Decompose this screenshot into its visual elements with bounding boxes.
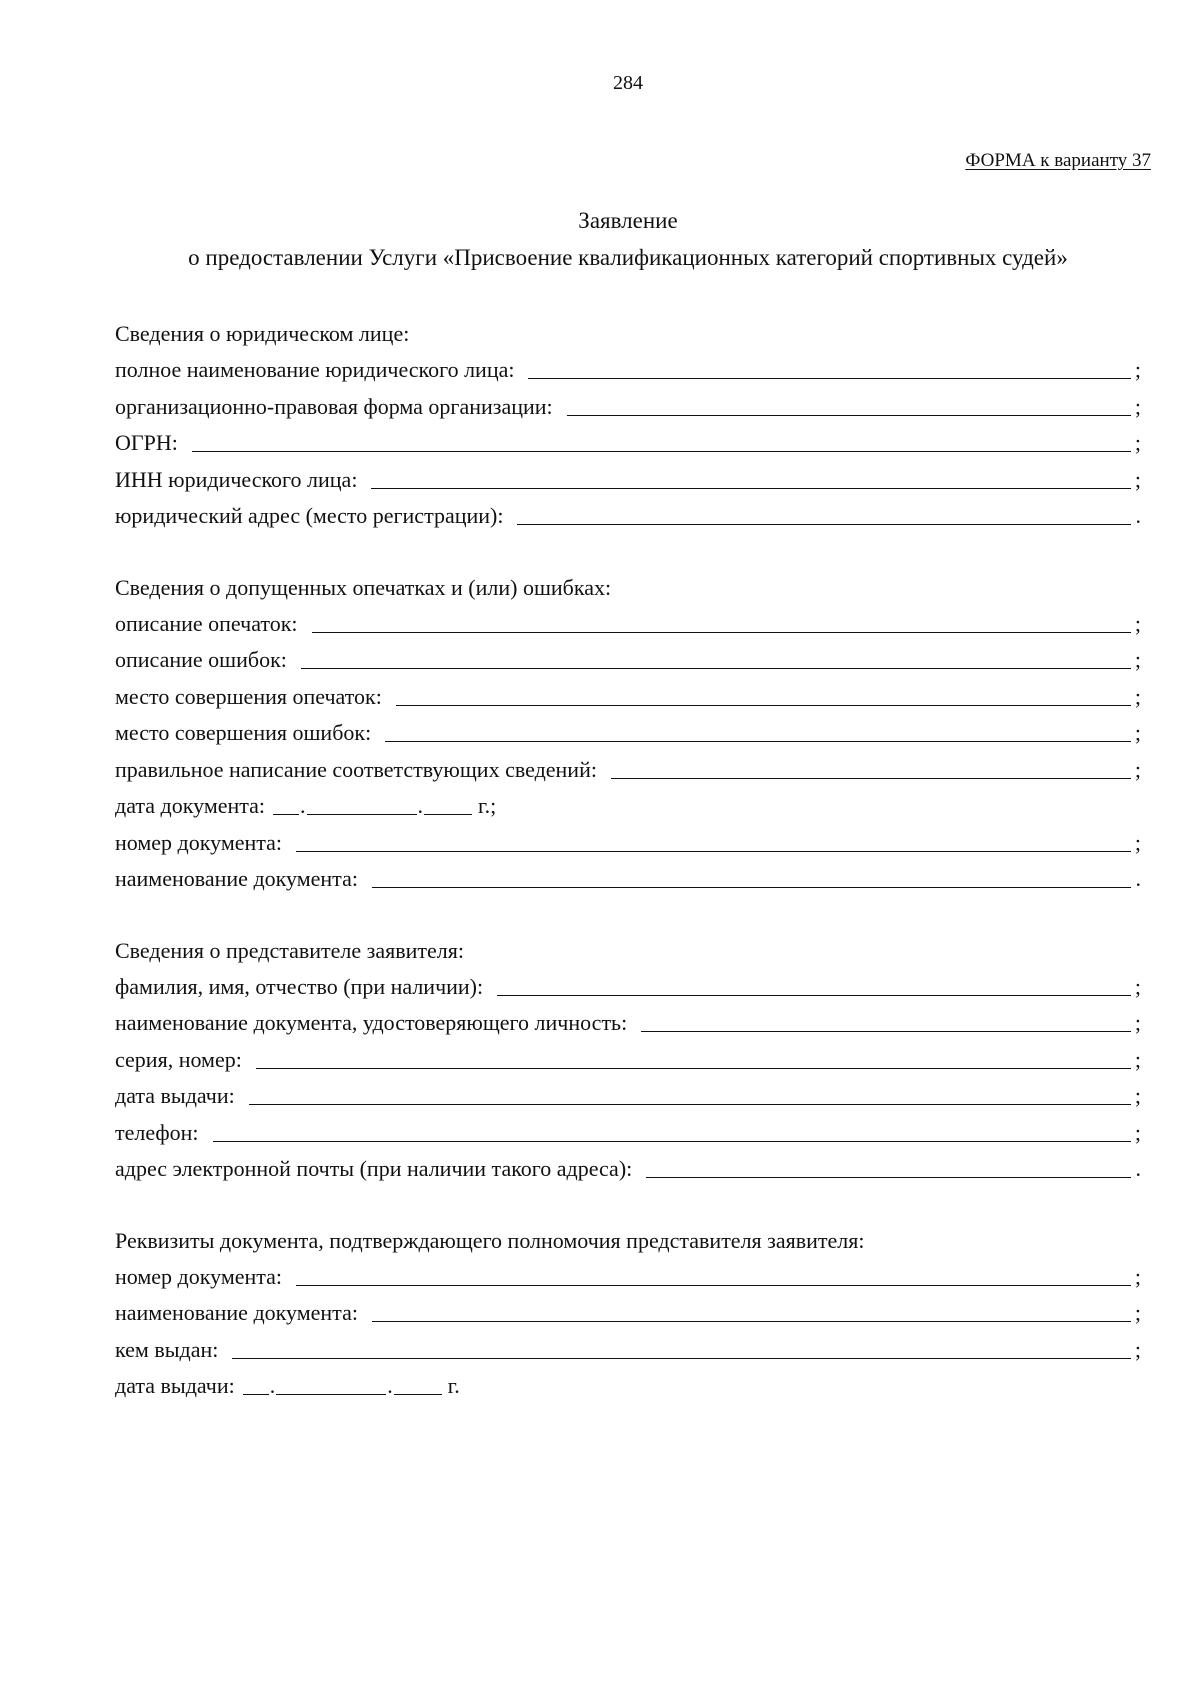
field-label: юридический адрес (место регистрации): xyxy=(115,503,504,528)
field-series-number xyxy=(115,1042,1141,1079)
field-label: организационно-правовая форма организации: xyxy=(115,393,553,419)
field-terminator: ; xyxy=(1134,1083,1141,1108)
field-terminator: ; xyxy=(1134,647,1141,672)
field-error-location xyxy=(115,715,1141,752)
field-label: наименование документа: xyxy=(115,866,358,891)
field-id-document xyxy=(115,1005,1141,1042)
date-separator: . xyxy=(387,1373,393,1398)
field-terminator: ; xyxy=(1134,430,1141,455)
field-label: номер документа: xyxy=(115,1263,283,1289)
field-terminator: . xyxy=(1135,503,1141,528)
field-full-name xyxy=(115,352,1141,389)
issue-date-input-line[interactable] xyxy=(249,1082,1131,1105)
field-terminator: ; xyxy=(1134,683,1141,709)
date-suffix: г. xyxy=(447,1373,460,1398)
field-terminator: ; xyxy=(1134,610,1141,636)
field-terminator: ; xyxy=(1134,1336,1141,1362)
form-reference: ФОРМА к варианту 37 xyxy=(965,150,1151,171)
field-authority-name xyxy=(115,1295,1141,1332)
date-separator: . xyxy=(417,793,424,818)
field-label: телефон: xyxy=(115,1119,199,1145)
legal-form-input-line[interactable] xyxy=(567,393,1131,416)
field-ogrn xyxy=(115,425,1141,462)
field-authority-issue-date xyxy=(115,1368,1141,1405)
date-day-input-line[interactable] xyxy=(273,794,299,815)
field-label: место совершения опечаток: xyxy=(115,683,382,709)
field-phone xyxy=(115,1115,1141,1152)
date-separator: . xyxy=(269,1373,276,1398)
field-label: наименование документа, удостоверяющего личность: xyxy=(115,1010,628,1035)
field-label: адрес электронной почты (при наличии такого адреса): xyxy=(115,1156,633,1181)
section-heading: Сведения о юридическом лице: xyxy=(115,321,410,346)
field-full-person-name xyxy=(115,969,1141,1006)
field-terminator: ; xyxy=(1134,357,1141,382)
field-label: полное наименование юридического лица: xyxy=(115,357,515,382)
typo-description-input-line[interactable] xyxy=(312,610,1131,633)
field-label: дата выдачи: xyxy=(115,1373,235,1398)
date-day-input-line[interactable] xyxy=(243,1374,269,1395)
field-terminator: ; xyxy=(1134,756,1141,782)
field-legal-form xyxy=(115,389,1141,426)
field-label: место совершения ошибок: xyxy=(115,720,372,745)
document-name-input-line[interactable] xyxy=(372,865,1131,888)
legal-address-input-line[interactable] xyxy=(517,502,1131,525)
email-input-line[interactable] xyxy=(646,1155,1131,1178)
date-suffix: г.; xyxy=(478,793,497,818)
field-label: описание опечаток: xyxy=(115,610,298,636)
document-number-input-line[interactable] xyxy=(296,829,1131,852)
date-year-input-line[interactable] xyxy=(424,794,472,815)
date-month-input-line[interactable] xyxy=(276,1374,386,1395)
field-label: кем выдан: xyxy=(115,1336,219,1362)
field-correct-spelling xyxy=(115,752,1141,789)
series-number-input-line[interactable] xyxy=(256,1046,1131,1069)
date-year-input-line[interactable] xyxy=(394,1374,442,1395)
section-legal-entity xyxy=(115,316,1141,535)
application-form xyxy=(115,316,1141,1440)
field-typo-description xyxy=(115,606,1141,643)
field-terminator: ; xyxy=(1134,1300,1141,1325)
field-label: серия, номер: xyxy=(115,1046,242,1072)
typo-location-input-line[interactable] xyxy=(396,683,1131,706)
field-label: фамилия, имя, отчество (при наличии): xyxy=(115,973,484,999)
field-terminator: ; xyxy=(1134,1010,1141,1035)
ogrn-input-line[interactable] xyxy=(192,429,1131,452)
field-issue-date xyxy=(115,1078,1141,1115)
field-label: ОГРН: xyxy=(115,430,178,455)
section-authority-document xyxy=(115,1223,1141,1405)
field-terminator: . xyxy=(1135,1156,1141,1181)
date-month-input-line[interactable] xyxy=(307,794,417,815)
section-errors xyxy=(115,570,1141,898)
field-issued-by xyxy=(115,1332,1141,1369)
field-error-description xyxy=(115,642,1141,679)
field-typo-location xyxy=(115,679,1141,716)
error-description-input-line[interactable] xyxy=(301,646,1131,669)
authority-name-input-line[interactable] xyxy=(372,1299,1131,1322)
field-legal-address xyxy=(115,498,1141,535)
document-subtitle: о предоставлении Услуги «Присвоение квалификационных категорий спортивных судей» xyxy=(188,245,1068,270)
phone-input-line[interactable] xyxy=(213,1119,1131,1142)
correct-spelling-input-line[interactable] xyxy=(611,756,1131,779)
field-authority-number xyxy=(115,1259,1141,1296)
field-document-date xyxy=(115,788,1141,825)
field-inn xyxy=(115,462,1141,499)
issued-by-input-line[interactable] xyxy=(232,1336,1131,1359)
id-document-input-line[interactable] xyxy=(641,1009,1131,1032)
field-document-name xyxy=(115,861,1141,898)
field-email xyxy=(115,1151,1141,1188)
full-name-input-line[interactable] xyxy=(528,356,1131,379)
section-heading: Сведения о представителе заявителя: xyxy=(115,937,464,963)
field-terminator: ; xyxy=(1134,466,1141,492)
field-terminator: ; xyxy=(1134,1263,1141,1289)
field-terminator: ; xyxy=(1134,393,1141,419)
field-label: ИНН юридического лица: xyxy=(115,466,358,492)
field-label: дата документа: xyxy=(115,793,266,818)
field-terminator: ; xyxy=(1134,829,1141,855)
section-representative xyxy=(115,933,1141,1188)
section-heading: Сведения о допущенных опечатках и (или) ошибках: xyxy=(115,574,612,600)
field-terminator: ; xyxy=(1134,1046,1141,1072)
field-terminator: ; xyxy=(1134,973,1141,999)
field-terminator: . xyxy=(1135,866,1141,891)
date-separator: . xyxy=(300,793,306,818)
field-label: правильное написание соответствующих сведений: xyxy=(115,756,597,782)
field-document-number xyxy=(115,825,1141,862)
error-location-input-line[interactable] xyxy=(385,719,1131,742)
field-terminator: ; xyxy=(1134,1119,1141,1145)
authority-number-input-line[interactable] xyxy=(296,1263,1131,1286)
page-number: 284 xyxy=(613,72,643,94)
field-label: описание ошибок: xyxy=(115,647,287,672)
field-label: дата выдачи: xyxy=(115,1083,235,1108)
field-label: наименование документа: xyxy=(115,1300,358,1325)
document-title: Заявление xyxy=(578,208,678,233)
field-label: номер документа: xyxy=(115,829,283,855)
person-name-input-line[interactable] xyxy=(497,973,1131,996)
field-terminator: ; xyxy=(1134,720,1141,745)
section-heading: Реквизиты документа, подтверждающего полномочия представителя заявителя: xyxy=(115,1227,865,1253)
inn-input-line[interactable] xyxy=(371,466,1131,489)
